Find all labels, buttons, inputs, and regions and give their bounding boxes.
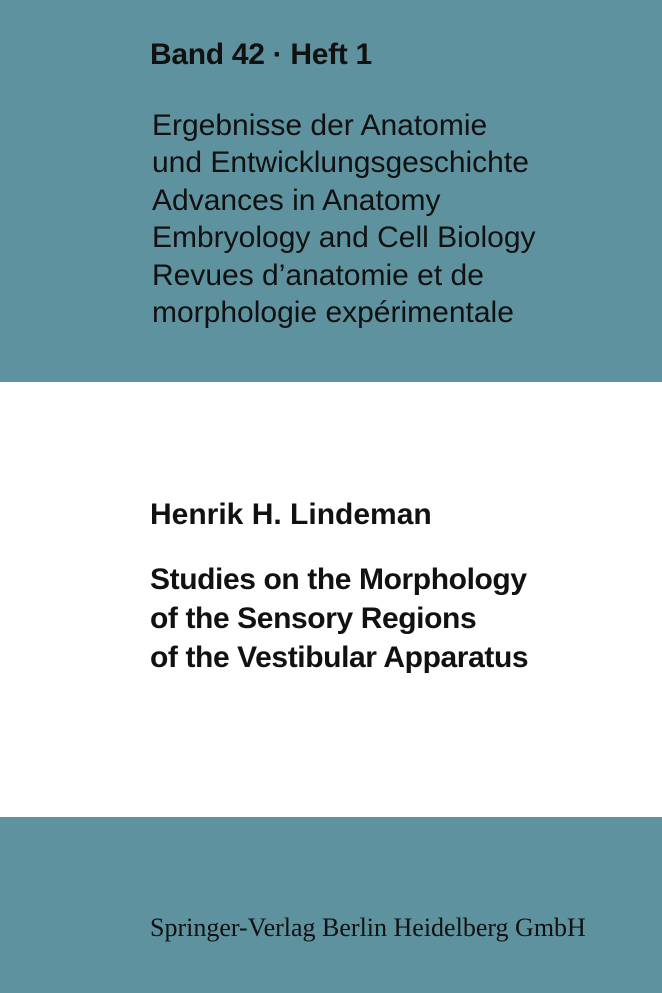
series-title-line-1: Ergebnisse der Anatomie bbox=[152, 109, 488, 142]
series-title-line-6: morphologie expérimentale bbox=[152, 296, 514, 329]
series-title-line-3: Advances in Anatomy bbox=[152, 184, 441, 217]
series-title-line-4: Embryology and Cell Biology bbox=[152, 221, 536, 254]
author-name: Henrik H. Lindeman bbox=[150, 498, 432, 531]
publisher-imprint: Springer-Verlag Berlin Heidelberg GmbH bbox=[150, 913, 586, 942]
series-title-line-2: und Entwicklungsgeschichte bbox=[152, 146, 529, 179]
top-color-band bbox=[0, 0, 662, 382]
bottom-color-band bbox=[0, 817, 662, 993]
book-title-line-2: of the Sensory Regions bbox=[150, 602, 477, 635]
book-title-line-1: Studies on the Morphology bbox=[150, 563, 527, 596]
book-title-line-3: of the Vestibular Apparatus bbox=[150, 641, 529, 674]
volume-issue-label: Band 42 · Heft 1 bbox=[150, 38, 372, 71]
book-title bbox=[150, 560, 528, 677]
series-title-block bbox=[152, 107, 536, 331]
series-title-line-5: Revues d’anatomie et de bbox=[152, 259, 484, 292]
